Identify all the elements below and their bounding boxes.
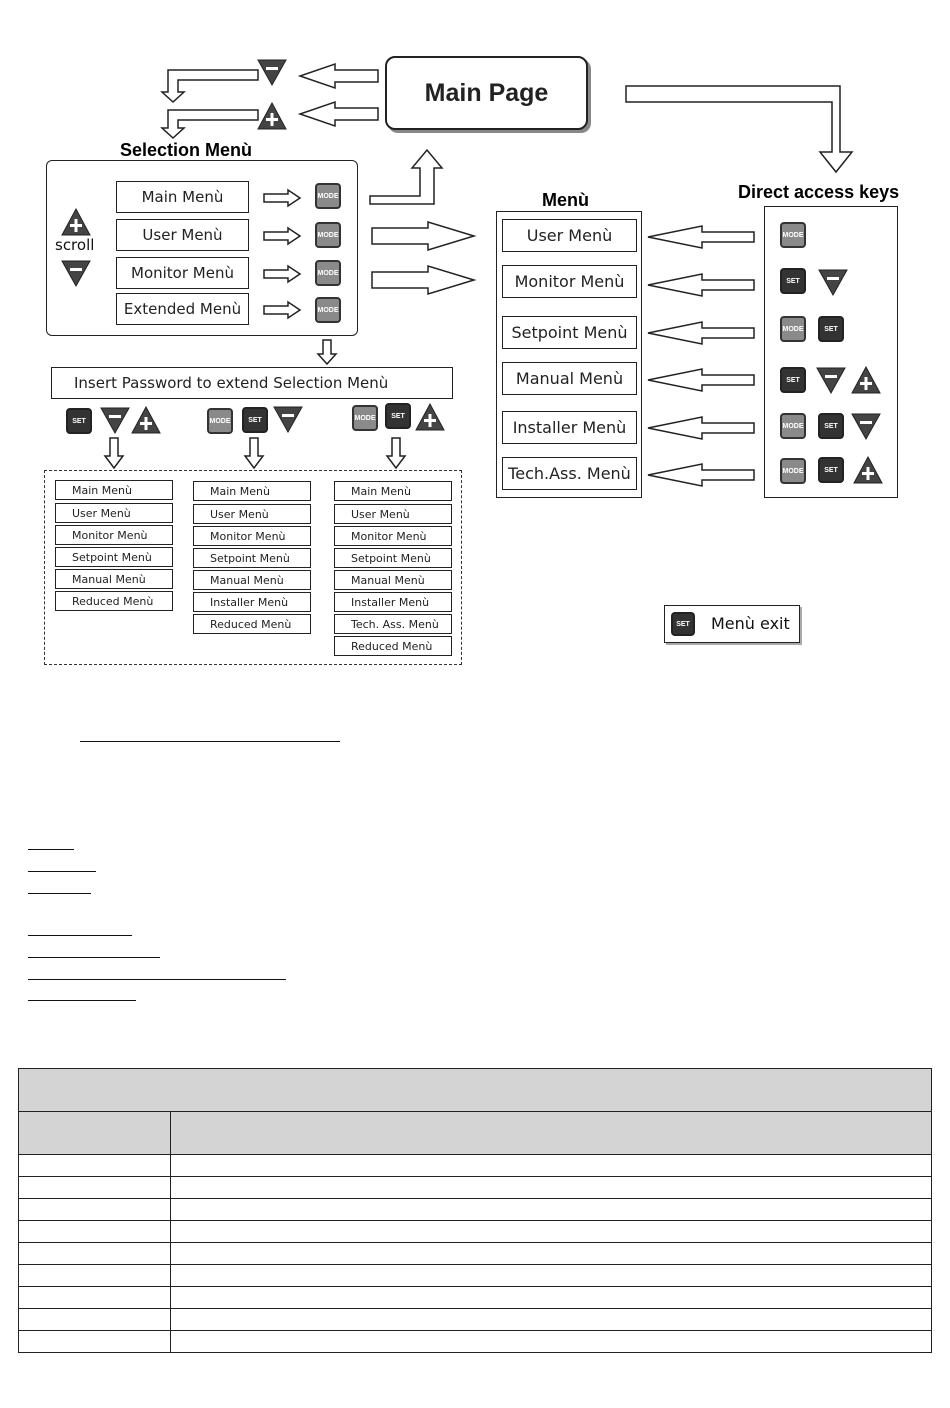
minus-key-icon [273,405,303,433]
mode-key-icon: MODE [207,408,233,434]
mode-key-icon: MODE [315,222,341,248]
scroll-label: scroll [55,236,95,254]
set-key-icon: SET [385,403,411,429]
plus-key-icon [851,366,881,394]
menu-exit-label: Menù exit [711,614,790,633]
set-key-icon: SET [818,316,844,342]
table-header-row [19,1112,932,1155]
plus-key-icon [853,456,883,484]
table-row [19,1177,932,1199]
selection-item-main: Main Menù [116,181,249,213]
col2-item: Setpoint Menù [193,548,311,568]
table-row [19,1309,932,1331]
selection-item-extended: Extended Menù [116,293,249,325]
menu-item-tech-ass: Tech.Ass. Menù [502,457,637,490]
menu-item-monitor: Monitor Menù [502,265,637,298]
mode-key-icon: MODE [780,458,806,484]
col2-item: User Menù [193,504,311,524]
mode-key-icon: MODE [315,297,341,323]
col1-item: Setpoint Menù [55,547,173,567]
selection-item-user: User Menù [116,219,249,251]
menu-item-setpoint: Setpoint Menù [502,316,637,349]
menu-table [18,1068,932,1353]
plus-key-icon [415,403,445,431]
menu-item-manual: Manual Menù [502,362,637,395]
set-key-icon: SET [780,268,806,294]
list-underline [28,871,96,872]
col1-item: Reduced Menù [55,591,173,611]
table-row [19,1243,932,1265]
list-underline [28,893,91,894]
mode-key-icon: MODE [352,405,378,431]
mode-key-icon: MODE [780,316,806,342]
set-key-icon: SET [66,408,92,434]
col3-item: Monitor Menù [334,526,452,546]
col2-item: Reduced Menù [193,614,311,634]
col2-item: Monitor Menù [193,526,311,546]
heading-underline [80,741,340,742]
menu-title: Menù [542,190,589,210]
col3-item: Manual Menù [334,570,452,590]
col3-item: Main Menù [334,481,452,501]
col3-item: Setpoint Menù [334,548,452,568]
col3-item: Reduced Menù [334,636,452,656]
minus-key-icon [816,366,846,394]
set-key-icon: SET [780,367,806,393]
col2-item: Main Menù [193,481,311,501]
menu-item-installer: Installer Menù [502,411,637,444]
table-row [19,1155,932,1177]
minus-button-icon [257,58,287,86]
set-key-icon: SET [242,407,268,433]
list-underline [28,935,132,936]
list-underline [28,979,286,980]
plus-button-icon [257,102,287,130]
table-row [19,1265,932,1287]
mode-key-icon: MODE [315,260,341,286]
table-row [19,1287,932,1309]
table-title-row [19,1069,932,1112]
list-underline [28,957,160,958]
menu-panel [496,211,642,498]
table-row [19,1331,932,1353]
direct-access-panel [764,206,898,498]
table-row [19,1199,932,1221]
col3-item: Installer Menù [334,592,452,612]
col1-item: Main Menù [55,480,173,500]
col1-item: Monitor Menù [55,525,173,545]
password-prompt: Insert Password to extend Selection Menù [51,367,453,399]
col3-item: Tech. Ass. Menù [334,614,452,634]
list-underline [28,1000,136,1001]
scroll-up-icon [61,208,91,236]
col1-item: Manual Menù [55,569,173,589]
mode-key-icon: MODE [780,222,806,248]
col2-item: Installer Menù [193,592,311,612]
scroll-down-icon [61,259,91,287]
plus-key-icon [131,406,161,434]
minus-key-icon [818,268,848,296]
main-page-box: Main Page [385,56,588,130]
minus-key-icon [851,412,881,440]
direct-access-title: Direct access keys [738,182,900,202]
selection-menu-title: Selection Menù [120,140,253,160]
minus-key-icon [100,406,130,434]
col3-item: User Menù [334,504,452,524]
set-key-icon: SET [818,457,844,483]
list-underline [28,849,74,850]
table-row [19,1221,932,1243]
set-key-icon: SET [671,612,695,636]
selection-item-monitor: Monitor Menù [116,257,249,289]
mode-key-icon: MODE [315,183,341,209]
col1-item: User Menù [55,503,173,523]
menu-item-user: User Menù [502,219,637,252]
set-key-icon: SET [818,413,844,439]
col2-item: Manual Menù [193,570,311,590]
mode-key-icon: MODE [780,413,806,439]
